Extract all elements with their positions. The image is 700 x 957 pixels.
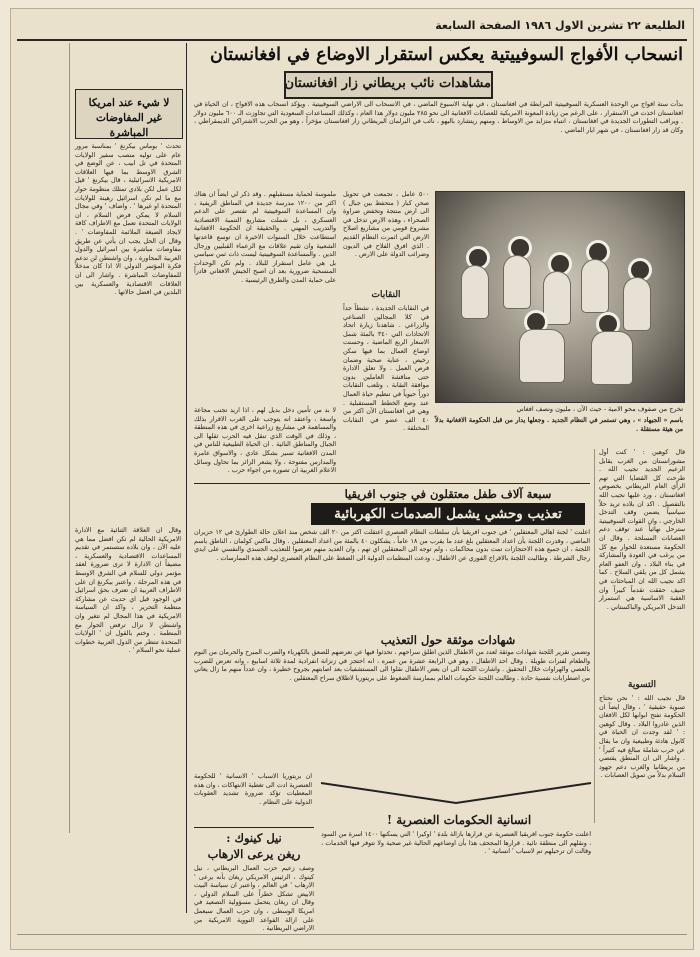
footer-rule: [17, 934, 687, 935]
page-header: [385, 13, 685, 37]
photo-figure: [462, 266, 488, 318]
photo-figure: [582, 260, 608, 312]
section-rule: [194, 483, 590, 484]
column-divider: [186, 43, 187, 913]
chevron-frame: [321, 781, 591, 807]
article-subhead-unions: النقابات: [371, 290, 401, 300]
photo-literacy-class: [435, 191, 685, 403]
sa-headline-bar: [311, 503, 585, 525]
article-column-1b: في النقابات الجديدة ، نشطاً جداً في كلا المجالين الصناعي والزراعي . شاهدنا زيارة اتحاد الاتحادات التي ٣٤٠ بالمئة شمل الاسعار الربع الماضية ، وحسنت اوضاع العمال بما فيها سكن رخيص ، عناية صحية وضمان فرص العمل . ولا تعلق الادارة حتى مناقشة العاملين بدون موافقة النقابة ، وتلعب النقابات دوراً حيوياً في تنظيم حياة العمال عند وضع الخطط المستقبلية . وهي في افغانستان الآن اكثر من ٤٠ الف عضو في النقابات المختلفة .: [343, 305, 429, 433]
sidebar-body: تحدث ' بوماس بيكرنغ ' بمناسبة مرور عام على توليه منصب سفير الولايات المتحدة في تل ابيب ، عن الوضع في الشرق الاوسط بما فيها العلاقات الامريكية الاسرائيلية ، قال بيكرنغ ' قيل لكل عمل لكن بلادي تمتلك منظومة حوار مع ما لم تكن اسرائيل رهينة للولايات المتحدة او غيرها ' . واضاف ' وفي مجال السلام لا يمكن فرض السلام ، ان الولايات المتحدة تعمل مع الاطراف كافة لايجاد الصيغة الملائمة للمفاوضات ' . وقال ان الحل يجب ان يأتي عن طريق مفاوضات مباشرة بين اسرائيل والدول العربية المجاورة ، وان واشنطن لن تدعم فكرة المؤتمر الدولي الا اذا كان مدخلاً للمفاوضات المباشرة . واشار الى ان العلاقات الاقتصادية والعسكرية بين البلدين في افضل حالاتها .: [75, 143, 181, 297]
racist-body: اعلنت حكومة جنوب افريقيا العنصرية عن قرارها بازالة بلدة ' اوكيرا ' التي يسكنها ١٤٠٠ اسرة من السود ، ونقلهم الى منطقة نائية . قرارها المجحف هذا بأن اوضاعهم الحالية غير صحية ولا تتوفر فيها الخدمات ، وقالت ان ترحيلهم تم لاسباب ' انسانية ' .: [321, 831, 591, 856]
sa-side-note: ان بريتوريا الاسباب ' الانسانية ' للحكومة العنصرية ادت الى تغطية الانتهاكات ، وان هذه المعطيات تؤكد ضرورة تشديد العقوبات الدولية على النظام .: [194, 773, 312, 806]
photo-caption: تخرج من صفوف محو الامية - حيث الآن ، مليون ونصف افغاني: [516, 405, 683, 413]
sidebar-title: لا شيء عند امريكا غير المفاوضات المباشرة: [88, 97, 170, 139]
sa-headline: تعذيب وحشي يشمل الصدمات الكهربائية: [334, 506, 562, 522]
sa-kicker: سبعة آلاف طفل معتقلون في جنوب افريقيا: [344, 487, 552, 501]
article-column-3b: قال نجيب الله : ' نحن نحتاج تسوية حقيقية ' ، وقال ايضاً ان الحكومة تفتح ابوابها لكل الافغان الذين غادروا البلاد . وقال كوهين : ' لقد وجدت ان الحياة في كابول هادئة وطبيعية وان ما يقال عن حرب شاملة مبالغ فيه كثيراً ' . واشار الى ان المنطق يقتضي من بريطانيا والغرب دعم جهود السلام بدلاً من تمويل العصابات .: [599, 695, 685, 780]
main-headline: انسحاب الأفواج السوفييتية يعكس استقرار الاوضاع في افغانستان: [210, 45, 683, 65]
article-column-1: ٥٠٠ عامل ، تجمعت في تحويل صحن كبار ( متحفظ بين جبال ) الى ارض منتجة وتخفض ضراوة الصحراء ، وهذه الارض تدخل في مشروع قومي من مشاريع اصلاح الارض التي اثمرت النظام القديم . الذي افرق الفلاح في الديون وضرائب الدولة على الارض .: [343, 191, 429, 259]
photo-figure: [544, 272, 570, 324]
sa-subhead: شهادات موثقة حول التعذيب: [380, 633, 516, 647]
article-subhead-settlement: التسوية: [628, 680, 656, 690]
sidebar-title-box: [75, 89, 183, 139]
article-column-3: قال كوهين : ' كنت أول مشورانستان من الغرب يقابل الزعيم الجديد نجيب الله . طرحت كل القضايا التي تهم الرأي العام البريطاني بخصوص افغانستان ، ورد عليها نجيب الله بالتفصيل . اكد ان بلاده تريد حلاً سياسياً يضمن وقف التدخل الخارجي ، وان القوات السوفييتية سترحل نهائياً عند توقف دعم العصابات المسلحة . وقال ان الحكومة مستعدة للحوار مع كل من يرغب في العودة والمشاركة في بناء البلاد ، وان العفو العام يشمل كل من يلقي السلاح . كما اكد نجيب الله ان المباحثات في جنيف حققت تقدماً كبيراً وان العقبة الاساسية هي استمرار التدخل الامريكي والباكستاني .: [599, 449, 685, 611]
subheadline-box: [284, 71, 493, 99]
margin-divider: [69, 43, 70, 833]
page-header-label: الطليعة ٢٢ تشرين الاول ١٩٨٦ الصفحة السابعة: [435, 18, 685, 32]
photo-figure: [504, 256, 530, 308]
racist-headline: انسانية الحكومات العنصرية !: [386, 813, 532, 827]
article-column-2b: لا بد من تأمين دخل بديل لهم ، اذا اريد تجنب مجاعة واسعة ، واعتقد انه يتوجب على الغرب الاقرار بذلك والمساهمة في مشاريع زراعية اخرى في هذه المنطقة ، وذلك في الوقت الذي تنقل فيه الحرب ثقلها الى الجبال والمناطق النائية . ان الحياة الطبيعية للناس في المدن الافغانية تسير بشكل عادي ، والاسواق عامرة والمدارس مفتوحة ، ولا يشعر الزائر بما تحاول وسائل الاعلام الغربية ان تصوره من اجواء حرب .: [194, 407, 336, 475]
header-rule: [17, 39, 687, 41]
newspaper-page: [10, 8, 694, 950]
subheadline: مشاهدات نائب بريطاني زار افغانستان: [284, 76, 491, 91]
reagan-body: وصف زعيم حزب العمال البريطاني ، نيل كينوك ، الرئيس الامريكي ريغان بأنه يرعى ' الارهاب ' في العالم ، واعتبر ان سياسة البيت الابيض تشكل خطراً على السلام الدولي ، وقال ان ريغان يتحمل مسؤولية التصعيد في امريكا الوسطى ، وان حزب العمال سيعمل على ازالة القواعد النووية الامريكية من الاراضي البريطانية .: [194, 865, 314, 933]
sidebar-body-2: وقال ان العلاقة الثنائية مع الادارة الامريكية الحالية لم تكن افضل مما هي عليه الآن ، وان بلاده ستستمر في تقديم المساعدات الاقتصادية والعسكرية ، مضيفاً ان الادارة لا ترى ضرورة لعقد مؤتمر دولي للسلام في الشرق الاوسط في هذه المرحلة . واعتبر بيكرنغ ان على الاطراف العربية ان تعترف بحق اسرائيل في الوجود قبل اي حديث عن مشاركة منظمة التحرير ، واكد ان السياسة الامريكية في هذا المجال لم تتغير وان واشنطن لا تزال ترفض الحوار مع المنظمة . وختم بالقول ان ' الولايات المتحدة تنتظر من الدول العربية خطوات عملية نحو السلام ' .: [75, 527, 181, 655]
reagan-headline-line2: ريغن يرعى الارهاب: [207, 847, 301, 861]
photo-caption-continued: باسم « الجيهاد » ، وهي تستمر في النظام الجديد . وجعلها يدار من قبل الحكومة الافغانية بدلاً من هيئة مستقلة .: [435, 417, 683, 433]
section-rule: [194, 827, 314, 828]
photo-figure: [624, 278, 650, 330]
sa-body: اعلنت ' لجنة اهالي المعتقلين ' في جنوب افريقيا بأن سلطات النظام العنصري اعتقلت اكثر من ٢٠ الف شخص منذ اعلان حالة الطوارئ في ١٢ حزيران الماضي ، وقدرت اللجنة بأن اعداد المعتقلين بلغ عدد ما يقرب من ١٨ عاماً ، يشكلون ٤٠ بالمئة من اعداد المعتقلين . وقال ماكس كولمان ، الناطق باسم اللجنة ، ان جميع هذه الاحتجازات تمت بدون محاكمات ، ولم توجه الى المعتقلين اي تهم ، وان العديد منهم تعرضوا للتعذيب الجسدي والنفسي على ايدي رجال الشرطة . وطالبت اللجنة بالافراج الفوري عن الاطفال ، ودعت المنظمات الدولية الى الضغط على النظام العنصري لوقف هذه الممارسات .: [194, 529, 590, 562]
article-column-2: ملموسة لحماية مستقبلهم . وقد ذكر لي ايضاً ان هناك اكثر من ١٢٠٠ مدرسة جديدة في المناطق الريفية ، وان المساعدة السوفييتية لم تقتصر على الدعم العسكري ، بل شملت مشاريع التنمية الاقتصادية والتدريب المهني . والحقيقة ان الحكومة الافغانية استطاعت خلال السنوات الاخيرة ان توسع قاعدتها الشعبية وان تقيم علاقات مع الزعماء القبليين ورجال الدين . والمساعدة السوفييتية ليست ذات ثمن سياسي بل هي عامل استقرار للبلاد . ولم تكن الوحدات المنسحبة ضرورية بعد ان اصبح الجيش الافغاني قادراً على حماية المدن والطرق الرئيسية .: [194, 191, 336, 284]
reagan-headline-line1: نيل كينوك :: [226, 831, 282, 845]
photo-figure: [592, 332, 632, 384]
column-divider: [594, 449, 595, 823]
intro-text: بدأت ستة افواج من الوحدة العسكرية السوفييتية المرابطة في افغانستان ، في نهاية الاسبوع الماضي ، في الانسحاب الى الاراضي السوفييتية . ويؤكد انسحاب هذه الافواج ، ان الحياة في افغانستان اخذت في الاستقرار ، على الرغم من زيادة المعونة الامريكية للعصابات الافغانية الى نحو ٢٨٥ مليون دولار هذا العام ، وكذلك المساعدات السعودية التي تجاوزت الـ ٦٠٠ مليون دولار . ويراقب التطورات الجديدة في افغانستان ، انتباه متزايد من الاوساط ، ومنهم ريتشارد باليهو ، نائب في البرلمان البريطاني زار افغانستان مؤخراً ، وهو من الحزب الاشتراكي الديمقراطي ، وكان قد زار افغانستان ، في شهر ايار الماضي .: [194, 101, 683, 134]
sa-body-2: وتضمن تقرير اللجنة شهادات موثقة لعدد من الاطفال الذين اطلق سراحهم ، تحدثوا فيها عن تعرضهم للصعق بالكهرباء والضرب المبرح والحرمان من النوم والطعام لفترات طويلة . وقال احد الاطفال ، وهو في الرابعة عشرة من عمره ، انه احتجز في زنزانة انفرادية لمدة ثلاثة اسابيع ، وانه تعرض للضرب بالعصي والهراوات خلال التحقيق . واشارت اللجنة الى ان بعض الاطفال نقلوا الى المستشفيات بعد اصابتهم بجروح خطيرة ، وان عدداً منهم ما زال يعاني من اضطرابات نفسية حادة . وطالبت اللجنة حكومات العالم بممارسة الضغوط على بريتوريا لاطلاق سراح المعتقلين .: [194, 649, 590, 682]
photo-figure: [520, 330, 564, 382]
chevron-line: [321, 783, 591, 803]
